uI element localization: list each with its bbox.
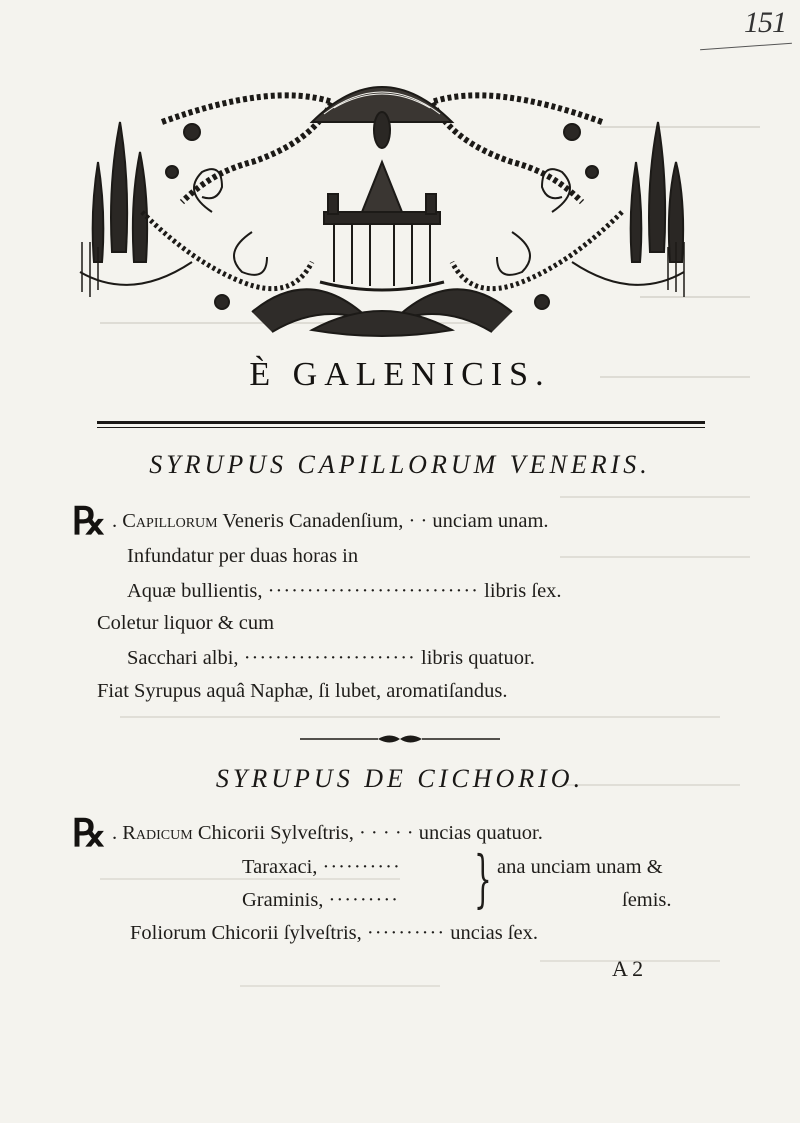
quantity-text: uncias ſex. [450, 922, 538, 944]
leader-dots: ·········· [322, 856, 401, 878]
cypress-trees-right-icon [572, 122, 684, 297]
headpiece-ornament [72, 62, 692, 342]
section-heading-cichorio: SYRUPUS DE CICHORIO. [215, 764, 585, 793]
ingredient-text: Foliorum Chicorii ſylveſtris, [130, 922, 362, 944]
recipe-symbol: ℞ [72, 810, 107, 855]
cypress-trees-left-icon [80, 122, 192, 297]
quantity-text: libris ſex. [484, 580, 562, 602]
recipe-line [127, 647, 535, 670]
ingredient-text: Graminis, [242, 889, 324, 911]
folio-stroke [700, 43, 792, 50]
recipe-line: Infundatur per duas horas in [127, 545, 359, 567]
ingredient-text: Aquæ bullientis, [127, 580, 263, 602]
quantity-text: ana unciam unam & [497, 856, 663, 878]
ingredient-caps: Radicum [122, 822, 193, 844]
recipe-line: Coletur liquor & cum [97, 612, 275, 634]
recipe-line: . Radicum Chicorii Sylveſtris, · · · · · uncias quatuor. [112, 822, 543, 844]
folio-number: 151 [744, 6, 786, 39]
quantity-text: ſemis. [622, 889, 672, 911]
quantity-text: libris quatuor. [421, 647, 535, 669]
leader-dots: ········· [328, 889, 399, 911]
fountain-icon [320, 112, 444, 290]
page-title: È GALENICIS. [249, 356, 551, 393]
ingredient-caps: Capillorum [122, 510, 218, 532]
recipe-line [242, 856, 401, 879]
brace-icon: } [474, 842, 492, 915]
leader-dots: ·········· [366, 922, 446, 944]
recipe-line: Fiat Syrupus aquâ Naphæ, ſi lubet, aromatiſandus. [97, 680, 508, 702]
recipe-line [127, 580, 562, 603]
signature-mark: A 2 [612, 956, 644, 981]
ingredient-text: Chicorii Sylveſtris, · · · · · uncias quatuor. [197, 822, 543, 844]
ingredient-text: Veneris Canadenſium, · · unciam unam. [222, 510, 549, 532]
leader-dots: ··························· [267, 580, 479, 602]
recipe-line [242, 889, 399, 912]
recipe-line [130, 922, 538, 945]
recipe-symbol: ℞ [72, 498, 107, 543]
section-heading-capillorum: SYRUPUS CAPILLORUM VENERIS. [149, 450, 651, 479]
title-rule-thick [97, 421, 705, 424]
leader-dots: ······················ [243, 647, 416, 669]
recipe-line: . Capillorum Veneris Canadenſium, · · unciam unam. [112, 510, 549, 532]
ingredient-text: Taraxaci, [242, 856, 318, 878]
ingredient-text: Sacchari albi, [127, 647, 239, 669]
divider-ornament [300, 732, 500, 746]
title-rule-thin [97, 427, 705, 428]
